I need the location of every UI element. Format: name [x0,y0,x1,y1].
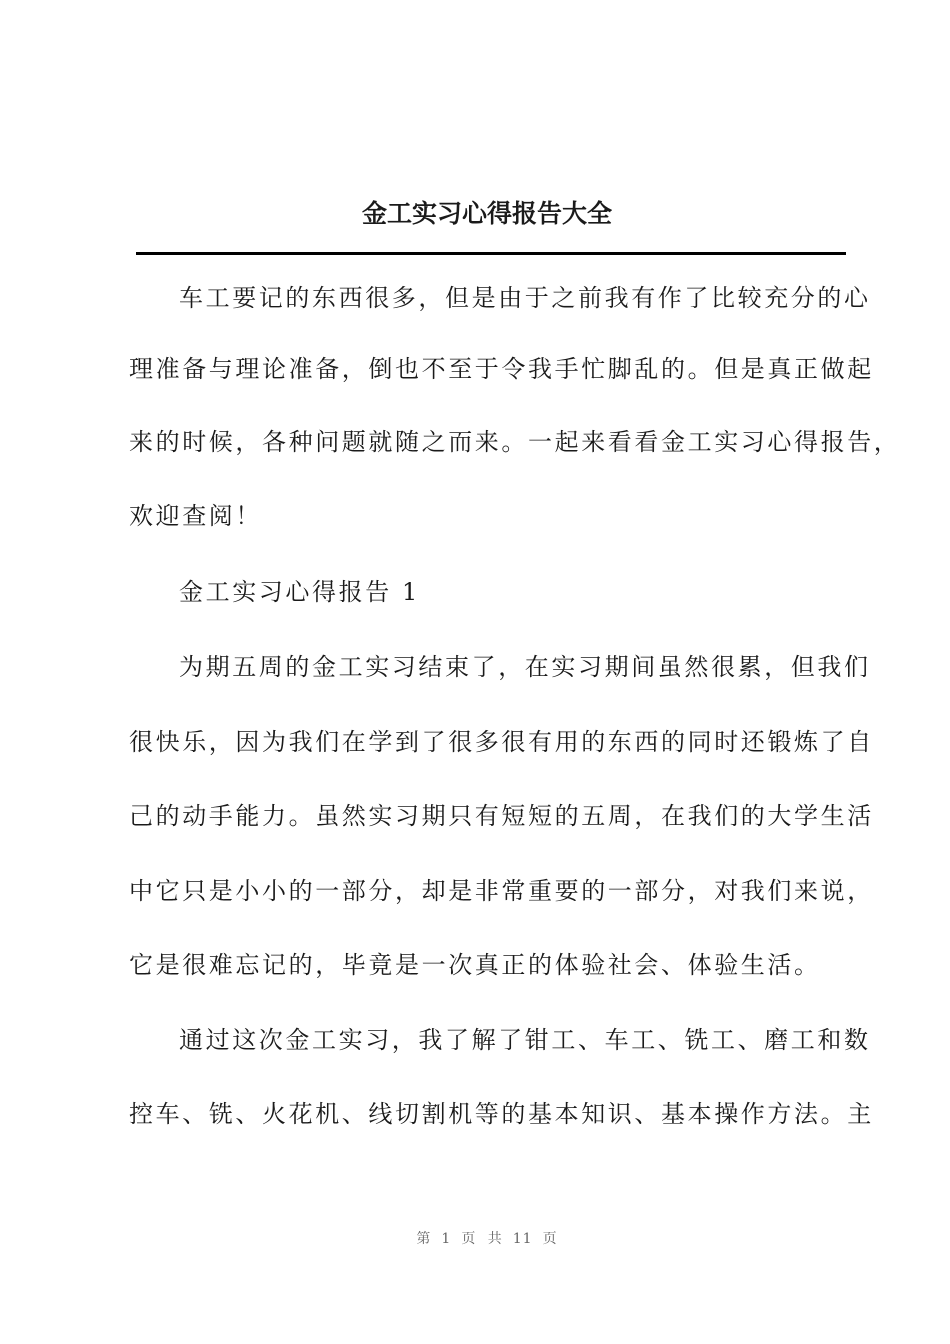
paragraph-line: 来的时候，各种问题就随之而来。一起来看看金工实习心得报告， [129,428,901,456]
current-page-number: 1 [441,1231,452,1247]
paragraph-line: 通过这次金工实习，我了解了钳工、车工、铣工、磨工和数 [179,1026,871,1054]
paragraph-line: 中它只是小小的一部分，却是非常重要的一部分，对我们来说， [129,877,874,905]
total-pages-number: 11 [512,1231,533,1247]
paragraph-line: 车工要记的东西很多，但是由于之前我有作了比较充分的心 [179,284,871,312]
paragraph-line: 为期五周的金工实习结束了，在实习期间虽然很累，但我们 [179,653,871,681]
paragraph-line: 控车、铣、火花机、线切割机等的基本知识、基本操作方法。主 [129,1100,874,1128]
paragraph-line: 己的动手能力。虽然实习期只有短短的五周，在我们的大学生活 [129,802,874,830]
footer-mid: 页 共 [461,1231,503,1247]
page-footer [0,1228,950,1248]
title-divider [136,252,846,255]
document-title: 金工实习心得报告大全 [361,199,612,228]
footer-prefix: 第 [416,1231,432,1247]
paragraph-line: 它是很难忘记的，毕竟是一次真正的体验社会、体验生活。 [129,951,821,979]
paragraph-line: 很快乐，因为我们在学到了很多很有用的东西的同时还锻炼了自 [129,728,874,756]
footer-suffix: 页 [542,1231,558,1247]
section-heading: 金工实习心得报告 1 [179,578,420,606]
paragraph-line: 欢迎查阅！ [129,502,262,530]
paragraph-line: 理准备与理论准备，倒也不至于令我手忙脚乱的。但是真正做起 [129,355,874,383]
